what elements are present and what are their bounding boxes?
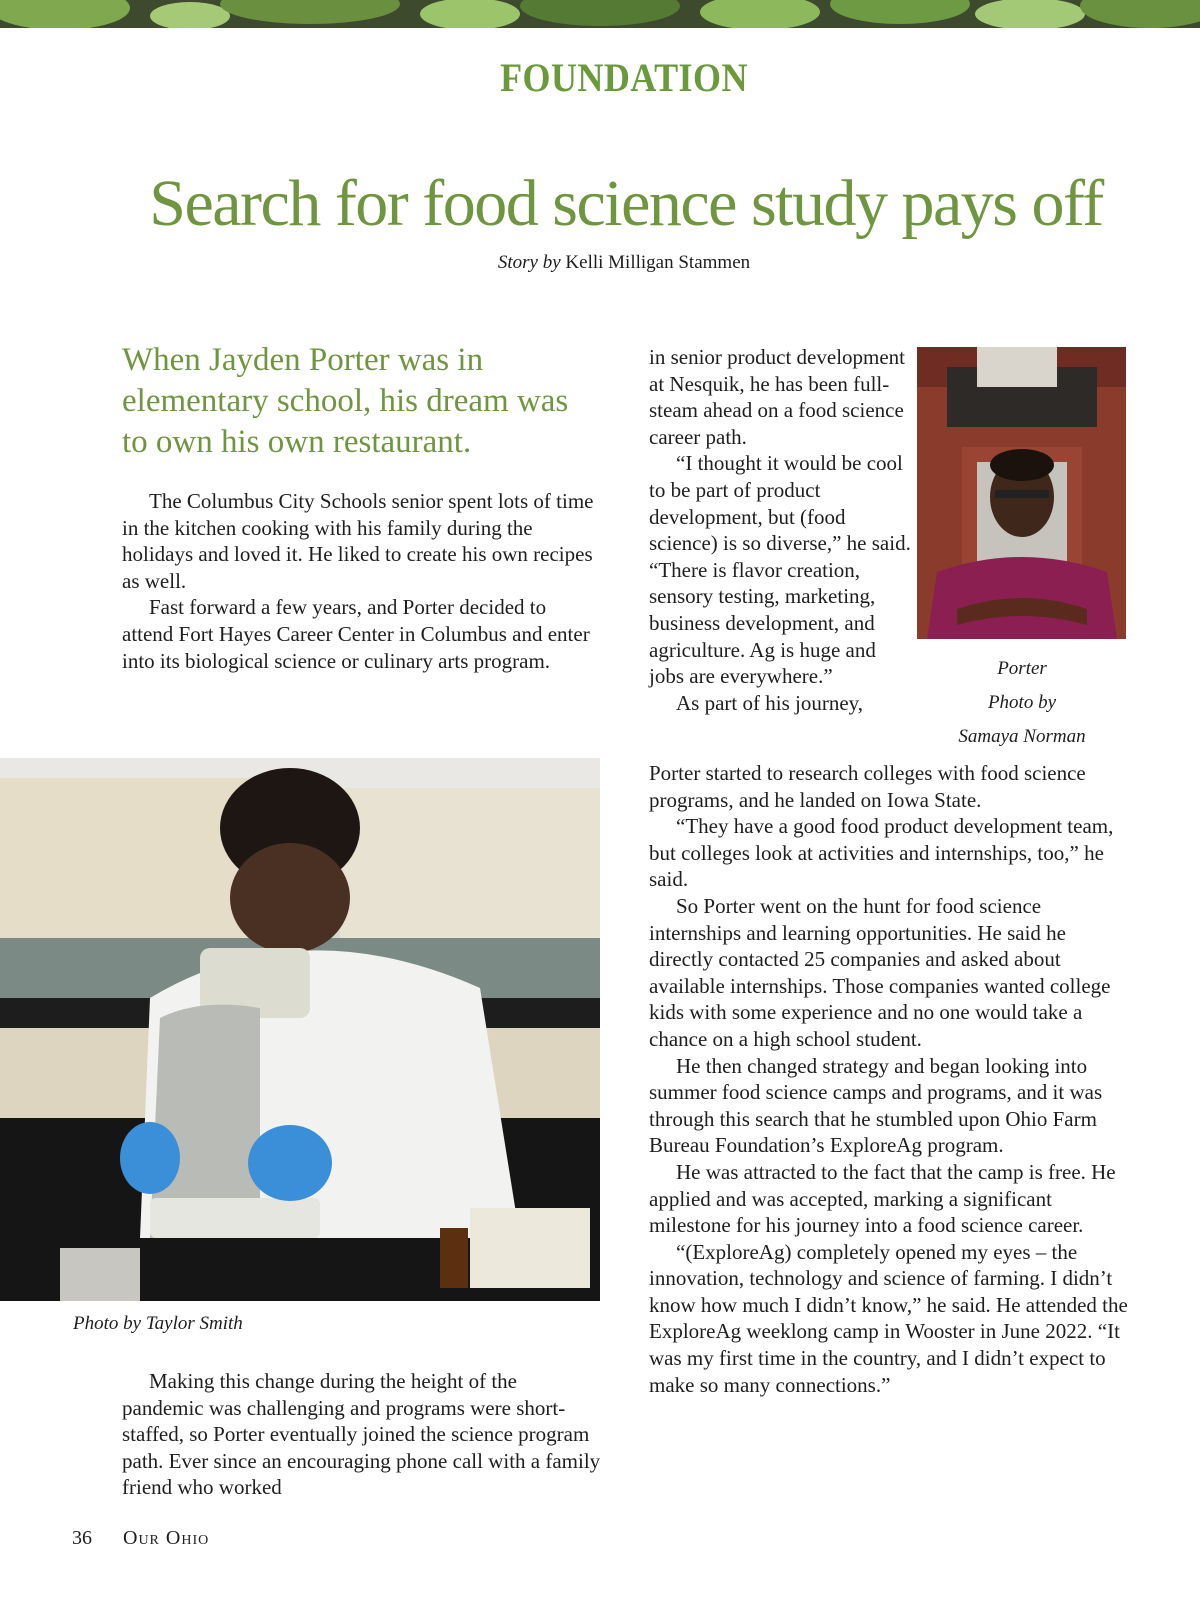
- porter-caption-credit-prefix: Photo by: [987, 692, 1057, 713]
- column-1-top-text: [122, 488, 602, 674]
- paragraph: He then changed strategy and began looking into summer food science camps and programs, and it was through this search that he stumbled upon Ohio Farm Bureau Foundation’s ExploreAg program.: [649, 1053, 1103, 1158]
- paragraph: As part of his journey,: [676, 690, 864, 715]
- paragraph: in senior product development at Nesquik, he has been full-steam ahead on a food science career path.: [649, 345, 906, 449]
- porter-caption-name: Porter: [997, 658, 1047, 679]
- byline-author: Kelli Milligan Stammen: [565, 252, 751, 273]
- article-deck: When Jayden Porter was in elementary school, his dream was to own his own restaurant.: [122, 342, 569, 460]
- paragraph: So Porter went on the hunt for food science internships and learning opportunities. He said he directly contacted 25 companies and asked about available internships. Those companies wanted college kids with some experience and no one would take a chance on a high school student.: [649, 893, 1111, 1051]
- main-photo-caption: Photo by Taylor Smith: [73, 1313, 243, 1334]
- paragraph: He was attracted to the fact that the camp is free. He applied and was accepted, marking a significant milestone for his journey into a food science career.: [649, 1159, 1116, 1238]
- porter-portrait-photo: [917, 347, 1126, 639]
- leaf-banner-photo: [0, 0, 1200, 28]
- page-number: 36: [72, 1527, 92, 1549]
- section-label: FOUNDATION: [500, 55, 748, 100]
- byline-prefix: Story by: [497, 252, 561, 273]
- magazine-name: Our Ohio: [123, 1527, 210, 1549]
- column-2-top-text: [649, 344, 911, 716]
- paragraph: Porter started to research colleges with food science programs, and he landed on Iowa State.: [649, 761, 1086, 812]
- article-headline: Search for food science study pays off: [149, 167, 1103, 240]
- paragraph: Fast forward a few years, and Porter decided to attend Fort Hayes Career Center in Columbus and enter into its biological science or culinary arts program.: [122, 595, 590, 673]
- paragraph: The Columbus City Schools senior spent lots of time in the kitchen cooking with his family during the holidays and loved it. He liked to create his own recipes as well.: [122, 489, 594, 593]
- lab-microscope-photo: [0, 758, 600, 1301]
- column-2-bottom-text: [649, 760, 1129, 1398]
- paragraph: “(ExploreAg) completely opened my eyes – the innovation, technology and science of farming. I didn’t know how much I didn’t know,” he said. He attended the ExploreAg weeklong camp in Wooster in June 2022. “It was my first time in the country, and I didn’t expect to make so many connections.”: [649, 1239, 1128, 1397]
- paragraph: Making this change during the height of the pandemic was challenging and programs were short-staffed, so Porter eventually joined the science program path. Ever since an encouraging phone call with a family friend who worked: [122, 1369, 601, 1500]
- column-1-bottom-text: [122, 1368, 602, 1501]
- paragraph: “They have a good food product development team, but colleges look at activities and internships, too,” he said.: [649, 814, 1114, 892]
- porter-caption: [910, 652, 1134, 754]
- porter-caption-credit-name: Samaya Norman: [958, 726, 1086, 747]
- byline: [0, 252, 1200, 274]
- paragraph: “I thought it would be cool to be part of product development, but (food science) is so diverse,” he said. “There is flavor creation, sensory testing, marketing, business development, and agriculture. Ag is huge and jobs are everywhere.”: [649, 451, 911, 689]
